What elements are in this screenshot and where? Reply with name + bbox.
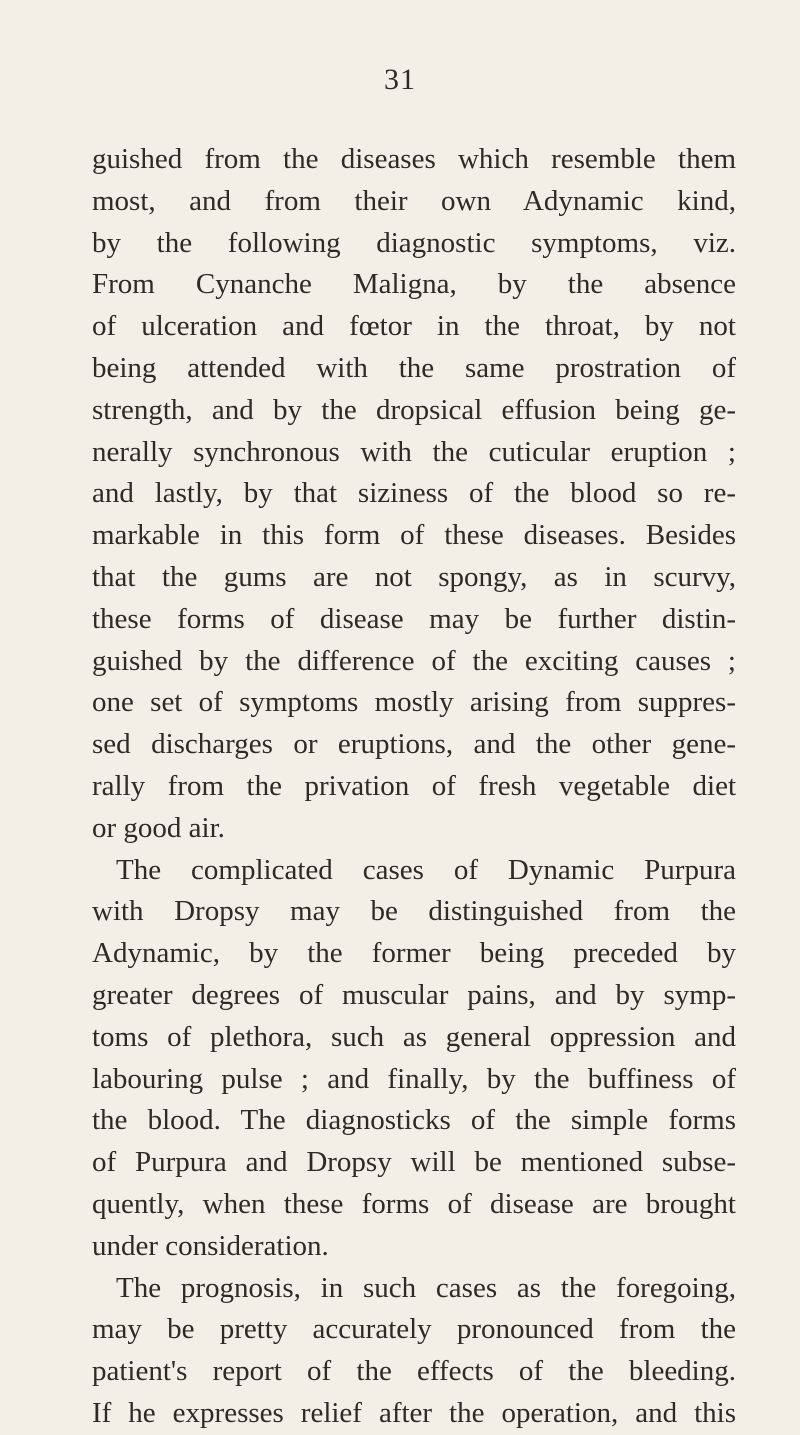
- text-line: most, and from their own Adynamic kind,: [92, 184, 736, 217]
- text-line: From Cynanche Maligna, by the absence: [92, 268, 736, 301]
- text-line: labouring pulse ; and finally, by the buffiness of: [92, 1062, 736, 1095]
- text-line: by the following diagnostic symptoms, viz.: [92, 226, 736, 259]
- text-line: patient's report of the effects of the bleeding.: [92, 1355, 736, 1388]
- text-line-paragraph-start: The prognosis, in such cases as the foregoing,: [116, 1271, 736, 1304]
- page-number: 31: [384, 63, 416, 96]
- text-line-paragraph-end: or good air.: [92, 811, 225, 844]
- text-line: sed discharges or eruptions, and the other gene-: [92, 728, 736, 761]
- text-line: strength, and by the dropsical effusion being ge-: [92, 393, 736, 426]
- text-line: being attended with the same prostration of: [92, 351, 736, 384]
- text-line-paragraph-start: The complicated cases of Dynamic Purpura: [116, 853, 736, 886]
- text-line: may be pretty accurately pronounced from the: [92, 1313, 736, 1346]
- text-line: If he expresses relief after the operation, and this: [92, 1396, 736, 1429]
- body-text: [92, 139, 736, 1435]
- text-line: one set of symptoms mostly arising from suppres-: [92, 686, 736, 719]
- text-line: markable in this form of these diseases. Besides: [92, 519, 736, 552]
- text-line: guished from the diseases which resemble them: [92, 143, 736, 175]
- text-line: quently, when these forms of disease are brought: [92, 1187, 736, 1220]
- text-line: with Dropsy may be distinguished from the: [92, 895, 736, 928]
- text-line: these forms of disease may be further distin-: [92, 602, 736, 635]
- text-line: toms of plethora, such as general oppression and: [92, 1020, 736, 1053]
- text-line: of ulceration and fœtor in the throat, by not: [92, 310, 736, 343]
- text-line: that the gums are not spongy, as in scurvy,: [92, 560, 736, 593]
- text-line: of Purpura and Dropsy will be mentioned subse-: [92, 1146, 736, 1179]
- text-line: and lastly, by that siziness of the blood so re-: [92, 477, 736, 510]
- text-line: nerally synchronous with the cuticular eruption ;: [92, 435, 736, 468]
- text-line: Adynamic, by the former being preceded by: [92, 937, 736, 970]
- text-line: greater degrees of muscular pains, and by symp-: [92, 978, 736, 1011]
- text-line: the blood. The diagnosticks of the simple forms: [92, 1104, 736, 1137]
- text-line-paragraph-end: under consideration.: [92, 1229, 329, 1262]
- text-line: rally from the privation of fresh vegetable diet: [92, 769, 736, 802]
- text-line: guished by the difference of the exciting causes ;: [92, 644, 736, 677]
